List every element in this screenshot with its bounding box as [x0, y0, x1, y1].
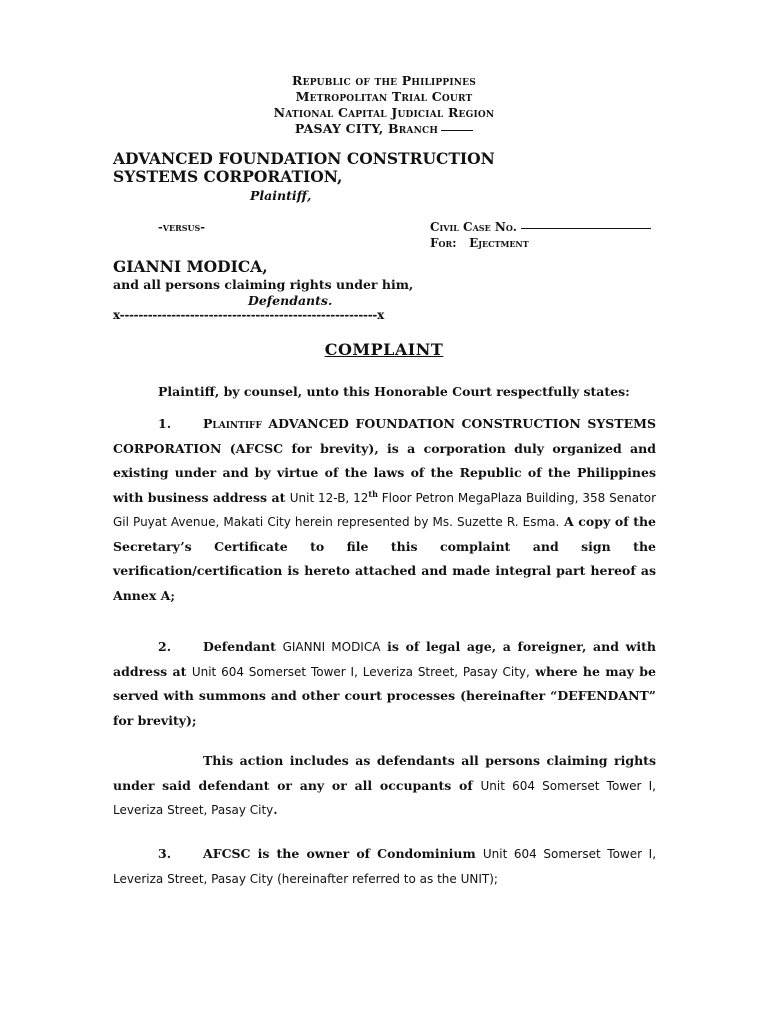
for-line	[430, 235, 651, 251]
paragraph-2-text-a: Defendant	[203, 639, 283, 654]
paragraph-2-number: 2.	[158, 639, 172, 654]
paragraph-2b-text-a: This action includes as defendants all persons claiming rights under said defendant or any or all occupants of	[113, 753, 656, 793]
header-line-3: National Capital Judicial Region	[273, 105, 495, 120]
document-title	[0, 340, 768, 359]
paragraph-1-address-a: Unit 12-B, 12	[289, 490, 369, 505]
header-line-1: Republic of the Philippines	[292, 73, 476, 88]
paragraph-1-plaintiff: Plaintiff	[203, 416, 262, 431]
paragraph-1	[113, 412, 656, 608]
civil-case-blank	[521, 227, 651, 229]
civil-case-line	[430, 219, 651, 235]
paragraph-2-defendant: GIANNI MODICA	[282, 640, 381, 654]
paragraph-3-number: 3.	[158, 846, 172, 861]
court-header	[0, 73, 768, 137]
paragraph-1-sup: th	[368, 488, 378, 499]
paragraph-3-text-a: AFCSC is the owner of Condominium	[203, 846, 483, 861]
paragraph-1-number: 1.	[158, 416, 172, 431]
caption-divider: x-------------------------------------------------------x	[113, 308, 384, 322]
paragraph-2-text-c: where he may be served with summons and other court processes (hereinafter “DEFENDANT” for brevity);	[113, 663, 656, 728]
branch-blank	[441, 129, 473, 131]
for-label: For:	[430, 236, 457, 250]
paragraph-3	[113, 842, 656, 891]
intro-paragraph: Plaintiff, by counsel, unto this Honorable Court respectfully states:	[158, 384, 630, 399]
paragraph-2b-address: Unit 604 Somerset Tower I, Leveriza Street, Pasay City	[113, 778, 656, 817]
header-line-2: Metropolitan Trial Court	[295, 89, 473, 104]
header-branch-text: PASAY CITY, Branch	[294, 121, 439, 136]
paragraph-2	[113, 635, 656, 733]
versus-label: -versus-	[158, 220, 206, 234]
plaintiff-name-line-2: SYSTEMS CORPORATION,	[113, 167, 343, 186]
paragraph-1-address-b: Floor Petron MegaPlaza Building, 358 Senator Gil Puyat Avenue, Makati City herein represented by Ms. Suzette R. Esma.	[113, 490, 657, 529]
paragraph-3-text-b: Unit 604 Somerset Tower I, Leveriza Street, Pasay City (hereinafter referred to as the UNIT);	[113, 847, 657, 886]
case-info	[430, 219, 651, 251]
document-title-text: COMPLAINT	[324, 340, 444, 359]
paragraph-1-text-b: A copy of the Secretary’s Certificate to file this complaint and sign the verification/certification is hereto attached and made integral part hereof as Annex A;	[113, 514, 657, 603]
paragraph-2-text-b: is of legal age, a foreigner, and with address at	[113, 639, 656, 679]
paragraph-1-text-a: ADVANCED FOUNDATION CONSTRUCTION SYSTEMS CORPORATION (AFCSC for brevity), is a corporation duly organized and existing under and by virtue of the laws of the Republic of the Philippines with business address at	[113, 416, 656, 505]
header-line-4	[0, 121, 768, 137]
plaintiff-name	[113, 150, 673, 186]
civil-case-label: Civil Case No.	[430, 220, 517, 234]
for-value: Ejectment	[469, 236, 529, 250]
plaintiff-name-line-1: ADVANCED FOUNDATION CONSTRUCTION	[113, 149, 495, 168]
defendant-subtitle: and all persons claiming rights under him,	[113, 277, 414, 292]
paragraph-2-address: Unit 604 Somerset Tower I, Leveriza Street, Pasay City,	[191, 664, 530, 679]
paragraph-2b	[113, 749, 656, 823]
defendant-role: Defendants.	[248, 293, 333, 308]
paragraph-2b-text-b: .	[273, 802, 278, 817]
plaintiff-role: Plaintiff,	[250, 188, 312, 203]
defendant-name: GIANNI MODICA,	[113, 257, 268, 276]
